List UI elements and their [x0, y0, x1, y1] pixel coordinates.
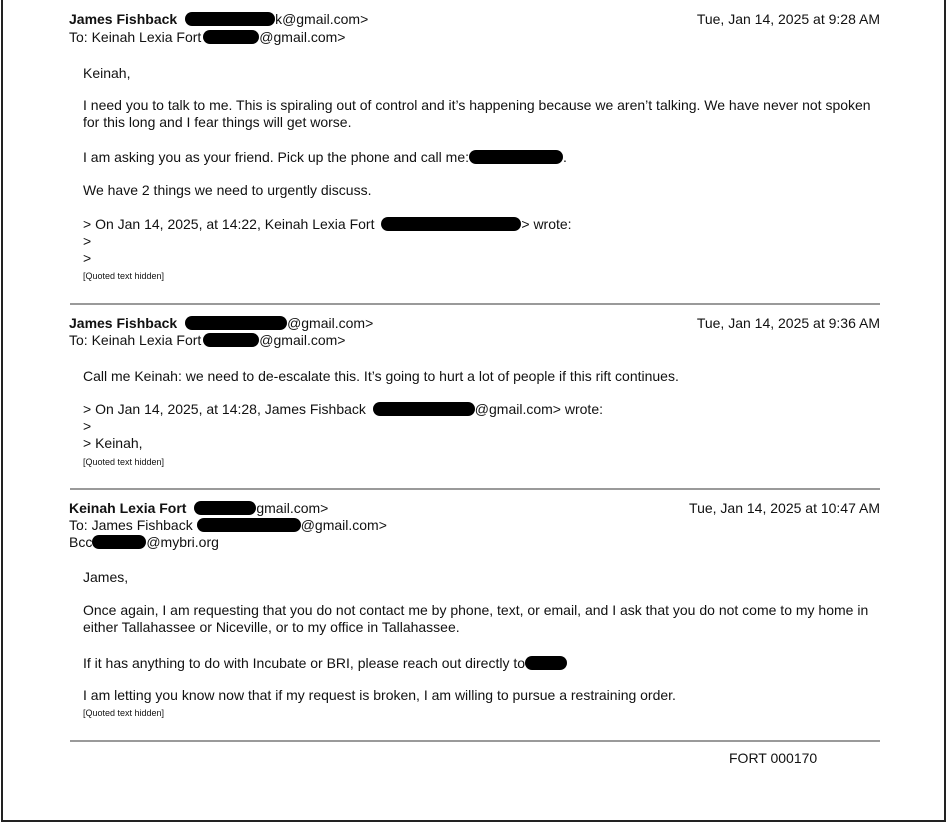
quote-text: @gmail.com> wrote:	[474, 401, 603, 417]
redaction-bar	[525, 656, 567, 670]
message-date: Tue, Jan 14, 2025 at 9:36 AM	[696, 315, 880, 331]
recipient-email: @gmail.com>	[259, 29, 346, 45]
recipient-line	[69, 332, 345, 348]
greeting: James,	[83, 569, 129, 585]
quote-text: > On Jan 14, 2025, at 14:22, Keinah Lexia Fort	[83, 216, 375, 232]
quote-text: > On Jan 14, 2025, at 14:28, James Fishback	[83, 401, 366, 417]
redaction-bar	[194, 501, 256, 515]
sender-email: k@gmail.com>	[275, 11, 369, 27]
redaction-bar	[469, 150, 563, 164]
bates-number: FORT 000170	[729, 750, 818, 766]
bcc-line	[69, 534, 219, 550]
punctuation: .	[563, 149, 567, 165]
message-divider	[70, 488, 880, 490]
quote-line: >	[83, 250, 92, 266]
recipient-email: @gmail.com>	[259, 332, 346, 348]
recipient-label: To: Keinah Lexia Fort	[69, 29, 202, 45]
quote-text: > wrote:	[521, 216, 572, 232]
redaction-bar	[185, 316, 287, 330]
sender-name: James Fishback	[69, 11, 178, 27]
redaction-bar	[92, 535, 146, 549]
paragraph	[83, 655, 567, 671]
sender-name: Keinah Lexia Fort	[69, 500, 187, 516]
sender-line	[69, 315, 373, 331]
message-date: Tue, Jan 14, 2025 at 9:28 AM	[696, 11, 880, 27]
sender-name: James Fishback	[69, 315, 178, 331]
sender-line	[69, 11, 368, 27]
sender-email: @gmail.com>	[287, 315, 374, 331]
recipient-label: To: James Fishback	[69, 517, 193, 533]
redaction-bar	[203, 333, 259, 347]
redaction-bar	[381, 217, 521, 231]
call-me-text: I am asking you as your friend. Pick up the phone and call me:	[83, 149, 469, 165]
message-divider	[70, 740, 880, 742]
quoted-text-hidden: [Quoted text hidden]	[83, 708, 165, 718]
message-divider	[70, 303, 880, 305]
paragraph	[83, 149, 567, 165]
quote-header	[83, 216, 572, 232]
recipient-email: @gmail.com>	[300, 517, 387, 533]
redaction-bar	[203, 30, 259, 44]
bcc-label: Bcc	[69, 534, 93, 550]
message-date: Tue, Jan 14, 2025 at 10:47 AM	[689, 500, 880, 516]
paragraph: I am letting you know now that if my request is broken, I am willing to pursue a restraining order.	[83, 687, 676, 703]
quote-header	[83, 401, 603, 417]
quote-line: >	[83, 418, 92, 434]
bcc-email: @mybri.org	[146, 534, 219, 550]
redaction-bar	[185, 12, 275, 26]
greeting: Keinah,	[83, 65, 131, 81]
quote-line: > Keinah,	[83, 435, 143, 451]
contact-text: If it has anything to do with Incubate or BRI, please reach out directly to	[83, 655, 526, 671]
redaction-bar	[197, 518, 301, 532]
recipient-line	[69, 517, 387, 533]
sender-email: gmail.com>	[256, 500, 329, 516]
recipient-label: To: Keinah Lexia Fort	[69, 332, 202, 348]
paragraph: We have 2 things we need to urgently discuss.	[83, 182, 372, 198]
redaction-bar	[373, 402, 475, 416]
sender-line	[69, 500, 328, 516]
paragraph: I need you to talk to me. This is spiraling out of control and it’s happening because we aren’t talking. We have never not spoken for this long and I fear things will get worse.	[83, 97, 871, 130]
quoted-text-hidden: [Quoted text hidden]	[83, 457, 165, 467]
recipient-line	[69, 29, 345, 45]
quoted-text-hidden: [Quoted text hidden]	[83, 271, 165, 281]
quote-line: >	[83, 233, 92, 249]
paragraph: Call me Keinah: we need to de-escalate this. It’s going to hurt a lot of people if this rift continues.	[83, 368, 679, 384]
paragraph: Once again, I am requesting that you do not contact me by phone, text, or email, and I ask that you do not come to my home in either Tallahassee or Niceville, or to my office in Tallahassee.	[83, 602, 869, 635]
